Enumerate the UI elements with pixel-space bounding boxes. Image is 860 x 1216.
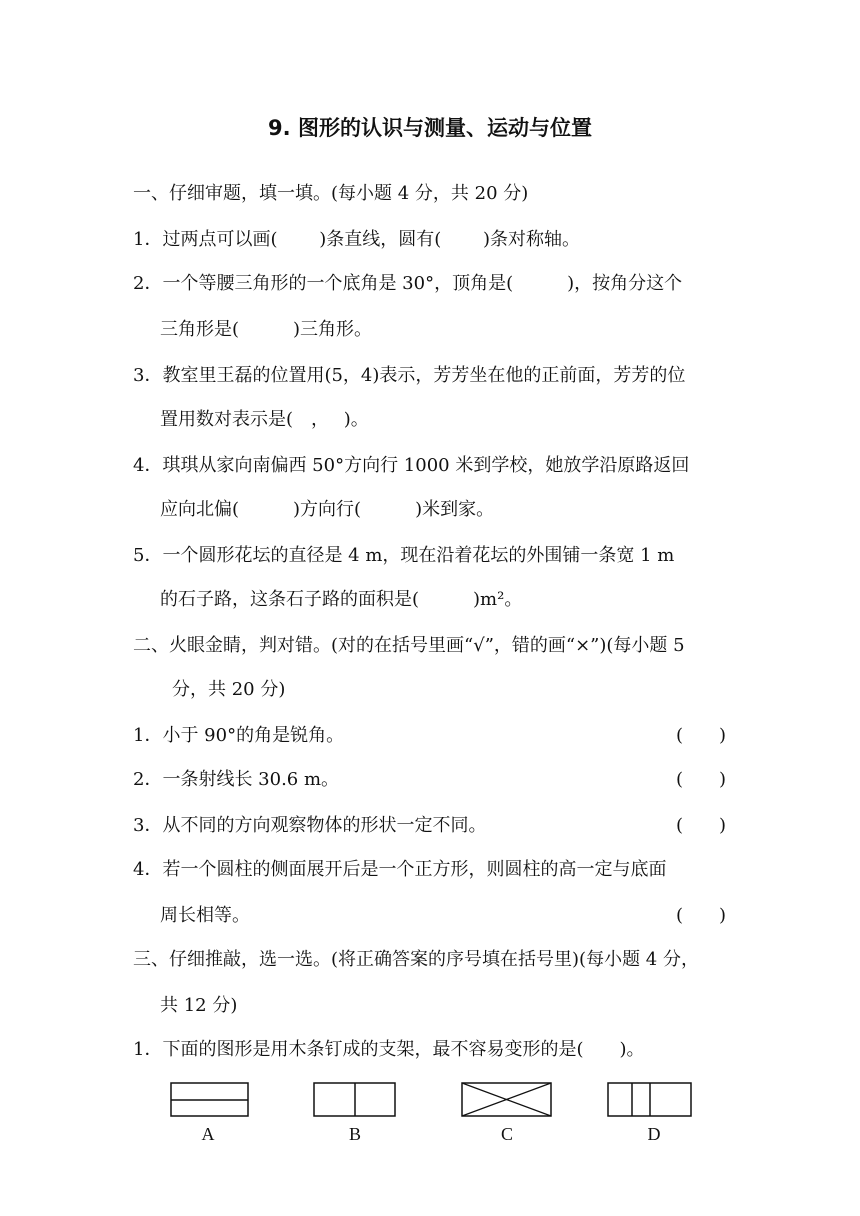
s1-question-4-line-2: 应向北偏( )方向行( )米到家。 bbox=[160, 499, 495, 520]
section-1-heading: 一、仔细审题，填一填。(每小题 4 分，共 20 分) bbox=[133, 183, 529, 204]
s1-question-2-line-2: 三角形是( )三角形。 bbox=[160, 319, 373, 340]
s2-question-3: 3．从不同的方向观察物体的形状一定不同。 bbox=[133, 815, 487, 836]
frame-figure-b bbox=[313, 1082, 397, 1118]
s3-question-1: 1．下面的图形是用木条钉成的支架，最不容易变形的是( )。 bbox=[133, 1039, 645, 1060]
s1-question-3-line-1: 3．教室里王磊的位置用(5，4)表示，芳芳坐在他的正前面，芳芳的位 bbox=[133, 365, 686, 386]
answer-paren: ( ) bbox=[676, 769, 727, 790]
s1-question-1: 1．过两点可以画( )条直线，圆有( )条对称轴。 bbox=[133, 229, 580, 250]
s2-question-4-line-2: 周长相等。 bbox=[160, 905, 250, 926]
option-label-c: C bbox=[500, 1124, 513, 1144]
section-3-heading-line-1: 三、仔细推敲，选一选。(将正确答案的序号填在括号里)(每小题 4 分， bbox=[133, 949, 699, 970]
s1-question-5-line-1: 5．一个圆形花坛的直径是 4 m，现在沿着花坛的外围铺一条宽 1 m bbox=[133, 545, 675, 566]
s1-question-2-line-1: 2．一个等腰三角形的一个底角是 30°，顶角是( )，按角分这个 bbox=[133, 273, 683, 294]
s2-question-2: 2．一条射线长 30.6 m。 bbox=[133, 769, 340, 790]
answer-paren: ( ) bbox=[676, 815, 727, 836]
option-label-a: A bbox=[201, 1124, 215, 1144]
answer-paren: ( ) bbox=[676, 905, 727, 926]
s2-question-4-line-1: 4．若一个圆柱的侧面展开后是一个正方形，则圆柱的高一定与底面 bbox=[133, 859, 667, 880]
option-label-b: B bbox=[348, 1124, 361, 1144]
section-2-heading-line-2: 分，共 20 分) bbox=[172, 679, 286, 700]
frame-figure-c bbox=[461, 1082, 553, 1118]
option-label-d: D bbox=[647, 1124, 661, 1144]
s1-question-4-line-1: 4．琪琪从家向南偏西 50°方向行 1000 米到学校，她放学沿原路返回 bbox=[133, 455, 690, 476]
frame-figure-a bbox=[170, 1082, 250, 1118]
s1-question-5-line-2: 的石子路，这条石子路的面积是( )m²。 bbox=[160, 589, 523, 610]
s2-question-1: 1．小于 90°的角是锐角。 bbox=[133, 725, 345, 746]
section-3-heading-line-2: 共 12 分) bbox=[160, 995, 238, 1016]
page-title: 9. 图形的认识与测量、运动与位置 bbox=[268, 116, 592, 140]
section-2-heading-line-1: 二、火眼金睛，判对错。(对的在括号里画“√”，错的画“×”)(每小题 5 bbox=[133, 635, 685, 656]
answer-paren: ( ) bbox=[676, 725, 727, 746]
s1-question-3-line-2: 置用数对表示是( ， )。 bbox=[160, 409, 369, 430]
frame-figure-d bbox=[607, 1082, 693, 1118]
